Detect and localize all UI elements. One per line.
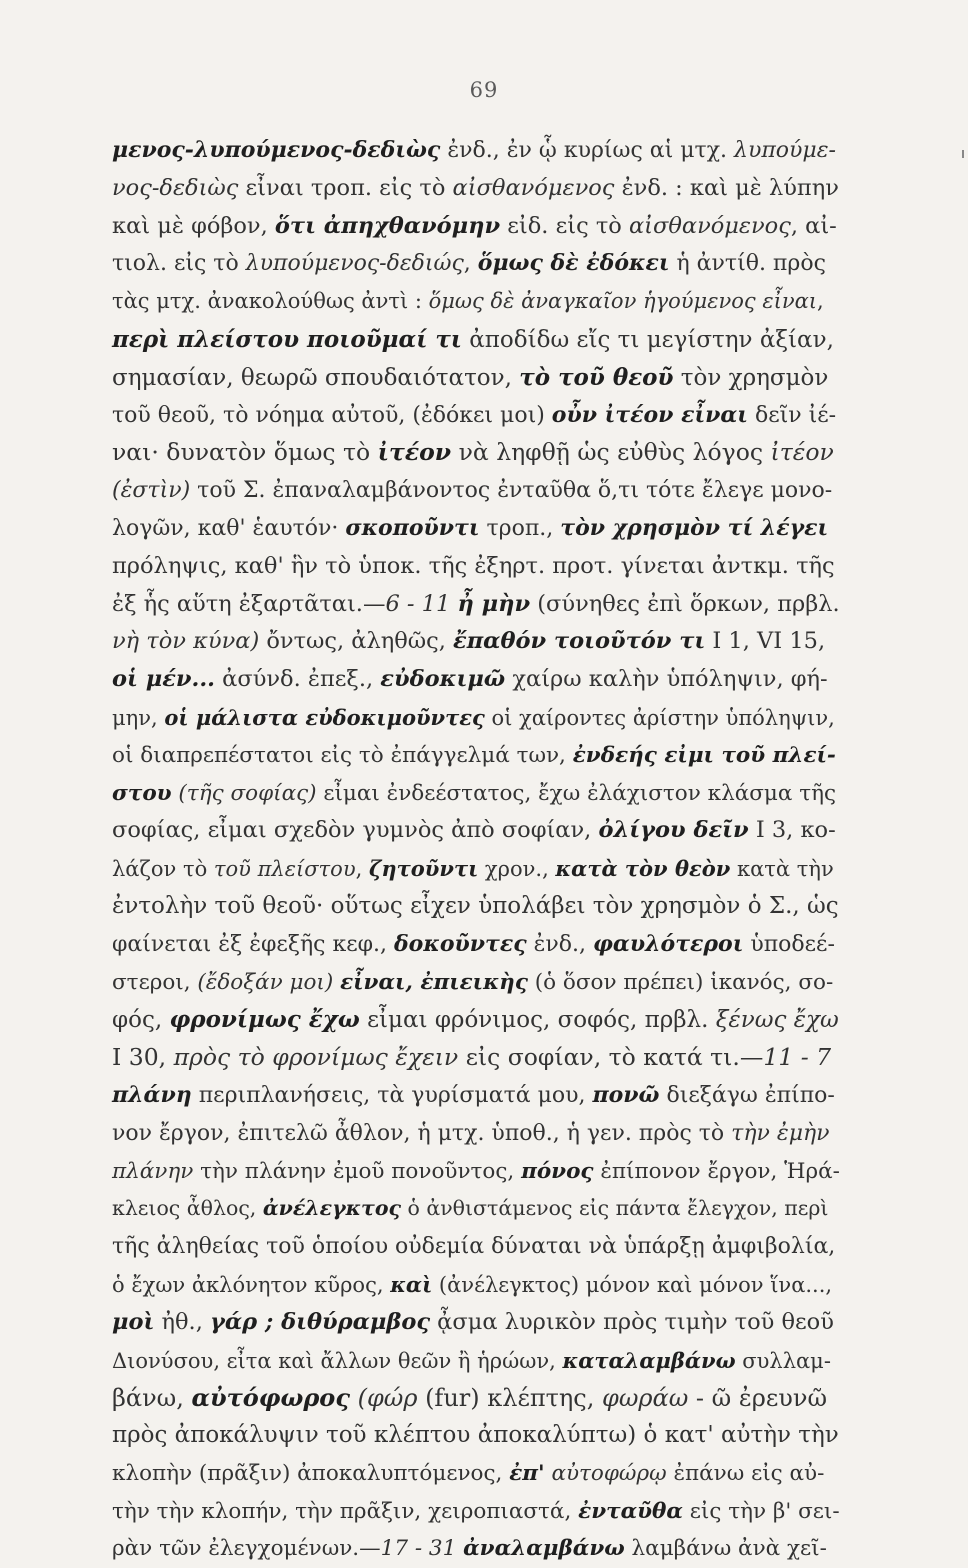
body-text: ἀσύνδ. ἐπεξ., <box>215 666 381 693</box>
text-line <box>112 1379 840 1417</box>
body-text: τοῦ θεοῦ, τὸ νόημα αὐτοῦ, (ἐδόκει μοι) <box>112 402 552 428</box>
lemma-term: ἐπ' <box>509 1460 545 1486</box>
italic-text: λυπούμενος-δεδιώς <box>245 251 464 277</box>
text-line <box>112 888 840 926</box>
page-number: 69 <box>469 78 499 102</box>
text-line <box>112 208 840 246</box>
body-text: I 1, VI 15, <box>705 628 826 655</box>
italic-text: (φώρ <box>357 1384 418 1413</box>
lemma-term: δοκοῦντες <box>393 930 527 957</box>
commentary-text <box>112 132 840 1568</box>
body-text: φός, <box>112 1007 170 1034</box>
body-text: τροπ., <box>479 515 561 541</box>
body-text: δεῖν ἰέ- <box>747 402 837 428</box>
italic-text: ἰτέον <box>770 438 834 467</box>
body-text: ὄντως, ἀληθῶς, <box>259 628 454 655</box>
body-text: Διονύσου, εἶτα καὶ ἄλλων θεῶν ἢ ἡρώων, <box>112 1348 563 1373</box>
body-text: μην, <box>112 705 165 730</box>
text-line <box>112 472 840 510</box>
body-text: κλοπὴν (πρᾶξιν) ἀποκαλυπτόμενος, <box>112 1460 510 1486</box>
text-line <box>112 1077 840 1115</box>
italic-text: αἰσθανόμενος <box>628 212 791 239</box>
text-line <box>112 926 840 964</box>
lemma-term: μενος-λυπούμενος-δεδιὼς <box>112 137 441 163</box>
italic-text: πρὸς τὸ φρονίμως ἔχειν <box>173 1043 459 1072</box>
text-line <box>112 1455 840 1493</box>
body-text: σημασίαν, θεωρῶ σπουδαιότατον, <box>112 364 520 391</box>
text-line <box>112 623 840 661</box>
body-text: ἐνδ. : καὶ μὲ λύπην <box>614 174 839 201</box>
body-text: (ὁ ὅσον πρέπει) ἱκανός, σο- <box>527 969 834 995</box>
lemma-term: ἦ μὴν <box>457 590 531 617</box>
lemma-term: περὶ πλείστου ποιοῦμαί τι <box>112 325 462 353</box>
text-line <box>112 132 840 170</box>
lemma-term: ἰτέον <box>377 438 452 467</box>
body-text: εἶναι τροπ. εἰς τὸ <box>238 174 453 201</box>
italic-text: 11 - 7 <box>763 1043 832 1072</box>
body-text: κλειος ἆθλος, <box>112 1196 263 1221</box>
text-line <box>112 850 840 888</box>
lemma-term: οἱ μάλιστα εὐδοκιμοῦντες <box>164 704 485 730</box>
italic-text: ξένως ἔχω <box>715 1007 839 1034</box>
text-line <box>112 1342 840 1380</box>
body-text: εἶμαι ἐνδεέστατος, ἔχω ἐλάχιστον κλάσμα τῆς <box>316 780 837 806</box>
text-line <box>112 1530 840 1568</box>
lemma-term: ἀναλαμβάνω <box>463 1536 625 1562</box>
body-text: ἐνδ., ἐν ᾧ κυρίως αἱ μτχ. <box>440 138 735 163</box>
text-line <box>112 699 840 737</box>
body-text: , <box>817 289 824 314</box>
lemma-term: κατὰ τὸν θεὸν <box>555 856 731 882</box>
italic-text: τὴν ἐμὴν <box>731 1120 830 1146</box>
italic-text: (ἐστὶν) <box>112 478 191 504</box>
lemma-term: πονῶ <box>592 1081 660 1108</box>
lemma-term: γάρ ; διθύραμβος <box>210 1308 431 1335</box>
text-line <box>112 1266 840 1304</box>
italic-text: πλάνην <box>112 1158 194 1184</box>
lemma-term: τὸ τοῦ θεοῦ <box>519 363 674 391</box>
lemma-term: εἶναι, ἐπιεικὴς <box>340 969 528 995</box>
body-text: (σύνηθες ἐπὶ ὅρκων, πρβλ. <box>530 590 840 617</box>
body-text: τὴν πλάνην ἐμοῦ πονοῦντος, <box>193 1158 522 1184</box>
lemma-term: ὅμως δὲ ἐδόκει <box>477 250 670 277</box>
body-text: πρόληψις, καθ' ἣν τὸ ὑποκ. τῆς ἐξηρτ. προτ. γίνεται ἀντκμ. τῆς <box>112 552 835 579</box>
body-text: συλλαμ- <box>735 1348 831 1373</box>
body-text: λάζον τὸ <box>112 857 214 882</box>
text-line <box>112 1115 840 1153</box>
body-text: ἠθ., <box>154 1308 211 1335</box>
body-text: στεροι, <box>112 969 198 995</box>
body-text: χαίρω καλὴν ὑπόληψιν, φή- <box>505 666 828 693</box>
body-text: φαίνεται ἐξ ἐφεξῆς κεφ., <box>112 931 394 957</box>
text-line <box>112 1493 840 1531</box>
body-text: ἡ ἀντίθ. πρὸς <box>669 251 826 277</box>
body-text: I 3, κο- <box>748 817 836 844</box>
italic-text: φωράω <box>602 1384 689 1413</box>
text-line <box>112 1153 840 1191</box>
text-line <box>112 1190 840 1228</box>
lemma-term: οὖν ἰτέον εἶναι <box>551 401 748 428</box>
body-text: ρὰν τῶν ἐλεγχομένων.— <box>112 1536 381 1562</box>
body-text: , αἰ- <box>790 212 837 239</box>
body-text: εἶμαι φρόνιμος, σοφός, πρβλ. <box>359 1007 716 1034</box>
lemma-term: πλάνη <box>112 1081 192 1108</box>
lemma-term: ἐνταῦθα <box>578 1498 683 1524</box>
italic-text: αἰσθανόμενος <box>452 174 615 201</box>
lemma-term: ἐνδεής εἰμι τοῦ πλεί- <box>572 742 836 768</box>
body-text: εἰδ. εἰς τὸ <box>500 212 629 239</box>
body-text: (fur) κλέπτης, <box>417 1384 603 1413</box>
body-text: κατὰ τὴν <box>730 857 834 882</box>
body-text: , <box>355 857 369 882</box>
body-text: λογῶν, καθ' ἑαυτόν· <box>112 515 346 541</box>
italic-text: νὴ τὸν κύνα) <box>112 628 260 655</box>
body-text: ᾆσμα λυρικὸν πρὸς τιμὴν τοῦ θεοῦ <box>430 1308 834 1335</box>
lemma-term: καὶ <box>390 1271 433 1297</box>
text-line <box>112 1228 840 1266</box>
text-line <box>112 661 840 699</box>
lemma-term: πόνος <box>521 1158 594 1184</box>
body-text: πρὸς ἀποκάλυψιν τοῦ κλέπτου ἀποκαλύπτω) ὁ κατ' αὐτὴν τὴν <box>112 1422 839 1449</box>
lemma-term: ζητοῦντι <box>368 856 479 882</box>
body-text: νὰ ληφθῇ ὡς εὐθὺς λόγος <box>451 438 771 467</box>
body-text: λαμβάνω ἀνὰ χεῖ- <box>624 1536 827 1562</box>
lemma-term: καταλαμβάνω <box>562 1347 736 1373</box>
lemma-term: σκοποῦντι <box>345 514 480 541</box>
text-line <box>112 1417 840 1455</box>
text-line <box>112 1304 840 1342</box>
text-line <box>112 434 840 472</box>
italic-text: ὅμως δὲ ἀναγκαῖον ἡγούμενος εἶναι <box>428 289 818 314</box>
lemma-term: μοὶ <box>112 1308 155 1335</box>
body-text: ὁ ἀνθιστάμενος εἰς πάντα ἔλεγχον, περὶ <box>401 1196 829 1221</box>
text-line <box>112 359 840 397</box>
body-text: ἀποδίδω εἴς τι μεγίστην ἀξίαν, <box>461 326 834 353</box>
text-line <box>112 283 840 321</box>
body-text: τοῦ Σ. ἐπαναλαμβάνοντος ἐνταῦθα ὅ,τι τότε ἔλεγε μονο- <box>190 478 833 504</box>
text-line <box>112 170 840 208</box>
italic-text: 6 - 11 <box>385 590 451 617</box>
body-text: τῆς ἀληθείας τοῦ ὁποίου οὐδεμία δύναται νὰ ὑπάρξῃ ἀμφιβολία, <box>112 1234 836 1260</box>
body-text <box>456 1536 463 1561</box>
body-text: (ἀνέλεγκτος) μόνον καὶ μόνον ἵνα..., <box>432 1272 833 1297</box>
text-line <box>112 510 840 548</box>
text-line <box>112 964 840 1002</box>
body-text: ἐντολὴν τοῦ θεοῦ· οὕτως εἶχεν ὑπολάβει τὸν χρησμὸν ὁ Σ., ὡς <box>112 892 839 919</box>
body-text: , <box>463 251 478 277</box>
text-line <box>112 586 840 624</box>
lemma-term: φαυλότεροι <box>593 930 744 957</box>
body-text: εἰς σοφίαν, τὸ κατά τι.— <box>458 1043 764 1072</box>
text-line <box>112 397 840 435</box>
text-line <box>112 775 840 813</box>
body-text: I 30, <box>112 1043 174 1072</box>
italic-text: λυπούμε- <box>734 138 836 163</box>
body-text: ὑποδεέ- <box>743 931 835 957</box>
lemma-term: ἔπαθόν τοιοῦτόν τι <box>453 628 706 655</box>
body-text: βάνω, <box>112 1384 192 1413</box>
text-line <box>112 548 840 586</box>
lemma-term: ἀνέλεγκτος <box>262 1196 401 1221</box>
body-text: τιολ. εἰς τὸ <box>112 251 246 277</box>
body-text: οἱ χαίροντες ἀρίστην ὑπόληψιν, <box>484 705 835 730</box>
lemma-term: τὸν χρησμὸν τί λέγει <box>560 514 829 541</box>
text-line <box>112 321 840 359</box>
body-text: διεξάγω ἐπίπο- <box>659 1082 835 1108</box>
body-text: σοφίας, εἶμαι σχεδὸν γυμνὸς ἀπὸ σοφίαν, <box>112 817 599 844</box>
body-text: ὁ ἔχων ἀκλόνητον κῦρος, <box>112 1272 391 1297</box>
italic-text: (τῆς σοφίας) <box>178 780 317 806</box>
italic-text: αὐτοφώρῳ <box>551 1460 667 1486</box>
lemma-term: στου <box>112 780 172 806</box>
text-line <box>112 1001 840 1039</box>
text-line <box>112 812 840 850</box>
body-text: χρον., <box>478 857 556 882</box>
body-text: καὶ μὲ φόβον, <box>112 212 275 239</box>
body-text: περιπλανήσεις, τὰ γυρίσματά μου, <box>191 1082 593 1108</box>
lemma-term: φρονίμως ἔχω <box>169 1006 360 1034</box>
text-line <box>112 737 840 775</box>
italic-text: τοῦ πλείστου <box>213 857 356 882</box>
italic-text: 17 - 31 <box>380 1536 457 1562</box>
body-text: τὸν χρησμὸν <box>673 364 829 391</box>
body-text: εἰς τὴν β' σει- <box>682 1498 840 1524</box>
text-line <box>112 1039 840 1077</box>
body-text: νον ἔργον, ἐπιτελῶ ἆθλον, ἡ μτχ. ὑποθ., ἡ γεν. πρὸς τὸ <box>112 1120 732 1146</box>
body-text: ναι· δυνατὸν ὅμως τὸ <box>112 438 378 467</box>
margin-mark <box>962 150 964 158</box>
lemma-term: αὐτόφωρος <box>191 1383 350 1413</box>
body-text: τὴν τὴν κλοπήν, τὴν πρᾶξιν, χειροπιαστά, <box>112 1498 579 1524</box>
lemma-term: ὀλίγου δεῖν <box>598 817 749 844</box>
text-line <box>112 245 840 283</box>
body-text: τὰς μτχ. ἀνακολούθως ἀντὶ : <box>112 289 429 314</box>
body-text: ἐξ ἧς αὕτη ἐξαρτᾶται.— <box>112 590 386 617</box>
lemma-term: εὐδοκιμῶ <box>380 666 506 693</box>
body-text: ἐνδ., <box>526 931 594 957</box>
italic-text: (ἔδοξάν μοι) <box>197 969 334 995</box>
body-text <box>350 1384 358 1412</box>
body-text: - ῶ ἐρευνῶ <box>688 1384 828 1413</box>
body-text: ἐπάνω εἰς αὐ- <box>666 1460 825 1486</box>
italic-text: νος-δεδιὼς <box>112 174 239 201</box>
lemma-term: οἱ μέν... <box>112 666 215 693</box>
body-text: οἱ διαπρεπέστατοι εἰς τὸ ἐπάγγελμά των, <box>112 742 573 768</box>
body-text: ἐπίπονον ἔργον, Ἡρά- <box>593 1158 840 1184</box>
lemma-term: ὅτι ἀπηχθανόμην <box>274 212 501 239</box>
